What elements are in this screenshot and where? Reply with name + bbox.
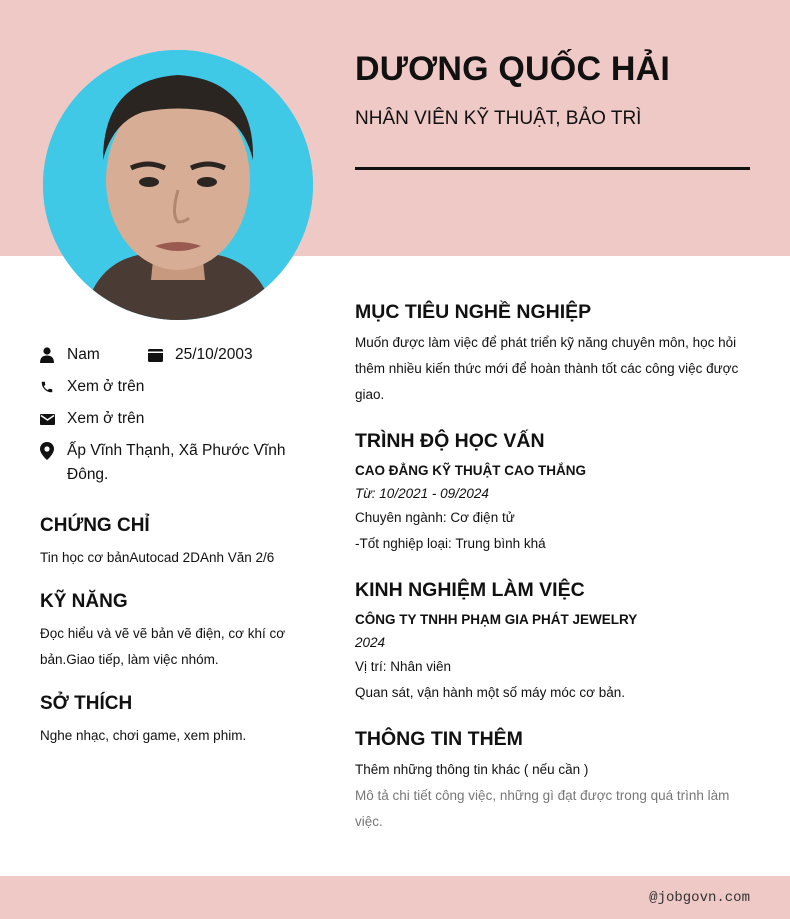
certificates-section bbox=[40, 515, 295, 571]
footer-watermark: @jobgovn.com bbox=[649, 890, 750, 906]
additional-info-section bbox=[355, 728, 752, 835]
gender-item bbox=[40, 343, 148, 367]
email-row bbox=[40, 407, 295, 431]
hobbies-section bbox=[40, 693, 295, 749]
phone-row bbox=[40, 375, 295, 399]
title-divider bbox=[355, 167, 750, 170]
experience-position: Vị trí: Nhân viên bbox=[355, 659, 452, 674]
school-name: CAO ĐẲNG KỸ THUẬT CAO THẮNG bbox=[355, 463, 586, 478]
experience-section bbox=[355, 579, 752, 706]
job-title: NHÂN VIÊN KỸ THUẬT, BẢO TRÌ bbox=[355, 108, 642, 129]
skills-heading: KỸ NĂNG bbox=[40, 591, 128, 612]
hobbies-text: Nghe nhạc, chơi game, xem phim. bbox=[40, 728, 247, 743]
experience-heading: KINH NGHIỆM LÀM VIỆC bbox=[355, 579, 585, 601]
person-icon bbox=[40, 343, 67, 367]
company-name: CÔNG TY TNHH PHẠM GIA PHÁT JEWELRY bbox=[355, 612, 638, 627]
birthday-value: 25/10/2003 bbox=[175, 346, 253, 363]
left-column bbox=[40, 343, 295, 749]
location-pin-icon bbox=[40, 439, 67, 463]
phone-value[interactable]: Xem ở trên bbox=[67, 378, 145, 395]
address-value: Ấp Vĩnh Thạnh, Xã Phước Vĩnh Đông. bbox=[67, 442, 286, 483]
experience-description: Quan sát, vận hành một số máy móc cơ bản. bbox=[355, 685, 625, 700]
address-row bbox=[40, 439, 295, 487]
certificates-text: Tin học cơ bảnAutocad 2DAnh Văn 2/6 bbox=[40, 550, 275, 565]
candidate-name: DƯƠNG QUỐC HẢI bbox=[355, 50, 671, 88]
additional-info-text: Thêm những thông tin khác ( nếu cần ) bbox=[355, 762, 589, 777]
education-major: Chuyên ngành: Cơ điện tử bbox=[355, 510, 515, 525]
education-period: Từ: 10/2021 - 09/2024 bbox=[355, 486, 489, 501]
gender-value: Nam bbox=[67, 346, 100, 363]
email-icon bbox=[40, 407, 67, 431]
birthday-item bbox=[148, 343, 253, 367]
additional-info-heading: THÔNG TIN THÊM bbox=[355, 728, 523, 750]
calendar-icon bbox=[148, 343, 175, 367]
certificates-heading: CHỨNG CHỈ bbox=[40, 515, 150, 536]
right-column bbox=[355, 301, 752, 835]
email-value[interactable]: Xem ở trên bbox=[67, 410, 145, 427]
objective-text: Muốn được làm việc để phát triển kỹ năng chuyên môn, học hỏi thêm nhiều kiến thức mới để hoàn thành tốt các công việc được giao. bbox=[355, 335, 739, 402]
education-grade: -Tốt nghiệp loại: Trung bình khá bbox=[355, 536, 546, 551]
hobbies-heading: SỞ THÍCH bbox=[40, 693, 133, 714]
gender-birthday-row bbox=[40, 343, 295, 367]
skills-section bbox=[40, 591, 295, 673]
objective-section bbox=[355, 301, 752, 408]
additional-info-hint: Mô tả chi tiết công việc, những gì đạt được trong quá trình làm việc. bbox=[355, 788, 730, 829]
profile-photo bbox=[43, 50, 313, 320]
skills-text: Đọc hiểu và vẽ vẽ bản vẽ điện, cơ khí cơ bản.Giao tiếp, làm việc nhóm. bbox=[40, 626, 286, 667]
profile-photo-illustration bbox=[43, 50, 313, 320]
objective-heading: MỤC TIÊU NGHỀ NGHIỆP bbox=[355, 301, 592, 323]
experience-year: 2024 bbox=[355, 635, 386, 650]
phone-icon bbox=[40, 375, 67, 399]
education-section bbox=[355, 430, 752, 557]
education-heading: TRÌNH ĐỘ HỌC VẤN bbox=[355, 430, 545, 452]
